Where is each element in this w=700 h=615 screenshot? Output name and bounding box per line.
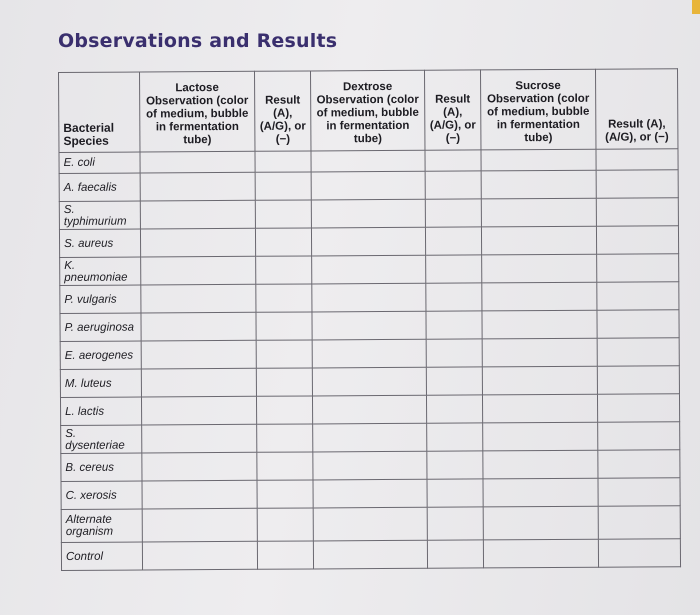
lactose-result-cell[interactable] <box>255 200 311 228</box>
dextrose-result-cell[interactable] <box>426 311 482 339</box>
table-row <box>61 478 680 510</box>
dextrose-observation-cell[interactable] <box>311 171 425 200</box>
table-row <box>60 282 679 314</box>
dextrose-observation-cell[interactable] <box>312 311 426 340</box>
sucrose-result-cell[interactable] <box>598 422 680 451</box>
sucrose-result-cell[interactable] <box>598 506 680 540</box>
species-label: P. aeruginosa <box>60 313 141 341</box>
dextrose-result-cell[interactable] <box>427 507 483 540</box>
dextrose-result-cell[interactable] <box>425 171 481 199</box>
sucrose-result-cell[interactable] <box>597 394 679 423</box>
sucrose-result-cell[interactable] <box>596 226 678 255</box>
sucrose-result-cell[interactable] <box>597 254 679 283</box>
dextrose-result-cell[interactable] <box>426 283 482 311</box>
sucrose-observation-cell[interactable] <box>483 506 598 540</box>
table-row <box>61 506 680 543</box>
lactose-observation-cell[interactable] <box>142 541 257 570</box>
table-row <box>59 170 678 202</box>
sucrose-result-cell[interactable] <box>598 478 680 507</box>
lactose-observation-cell[interactable] <box>141 396 256 425</box>
lactose-result-cell[interactable] <box>256 256 312 284</box>
table-row <box>60 254 679 286</box>
lactose-observation-cell[interactable] <box>141 368 256 397</box>
sucrose-result-cell[interactable] <box>596 170 678 199</box>
lactose-result-cell[interactable] <box>257 424 313 452</box>
sucrose-observation-cell[interactable] <box>481 170 596 199</box>
lactose-observation-cell[interactable] <box>140 228 255 257</box>
species-label: K. pneumoniae <box>60 257 141 285</box>
lactose-observation-cell[interactable] <box>142 480 257 509</box>
dextrose-result-cell[interactable] <box>425 199 481 227</box>
dextrose-result-cell[interactable] <box>426 395 482 423</box>
sucrose-observation-cell[interactable] <box>482 254 597 283</box>
dextrose-result-cell[interactable] <box>427 451 483 479</box>
dextrose-observation-cell[interactable] <box>311 150 425 172</box>
species-label: E. aerogenes <box>60 341 141 369</box>
species-label: L. lactis <box>60 397 141 425</box>
sucrose-result-cell[interactable] <box>596 198 678 227</box>
dextrose-observation-cell[interactable] <box>313 540 427 569</box>
sucrose-observation-cell[interactable] <box>481 149 596 171</box>
lactose-observation-cell[interactable] <box>141 340 256 369</box>
dextrose-observation-cell[interactable] <box>312 283 426 312</box>
sucrose-observation-cell[interactable] <box>483 539 598 568</box>
species-label: P. vulgaris <box>60 285 141 313</box>
lactose-result-cell[interactable] <box>255 172 311 200</box>
sucrose-result-cell[interactable] <box>597 282 679 311</box>
column-header-species: Bacterial Species <box>59 72 140 152</box>
lactose-result-cell[interactable] <box>255 151 311 172</box>
sucrose-observation-cell[interactable] <box>483 422 598 451</box>
lactose-observation-cell[interactable] <box>142 452 257 481</box>
table-row <box>59 198 678 230</box>
lactose-result-cell[interactable] <box>256 396 312 424</box>
species-label: Control <box>61 542 142 570</box>
sucrose-observation-cell[interactable] <box>482 310 597 339</box>
sucrose-result-cell[interactable] <box>598 539 680 568</box>
species-label: B. cereus <box>61 453 142 481</box>
dextrose-result-cell[interactable] <box>425 227 481 255</box>
sucrose-observation-cell[interactable] <box>482 282 597 311</box>
lactose-observation-cell[interactable] <box>140 172 255 201</box>
dextrose-observation-cell[interactable] <box>313 507 427 541</box>
dextrose-result-cell[interactable] <box>427 423 483 451</box>
table-row <box>61 539 680 571</box>
page-title: Observations and Results <box>58 30 338 52</box>
dextrose-result-cell[interactable] <box>426 339 482 367</box>
species-label: S. typhimurium <box>59 201 140 229</box>
dextrose-observation-cell[interactable] <box>312 339 426 368</box>
lactose-observation-cell[interactable] <box>141 312 256 341</box>
dextrose-observation-cell[interactable] <box>313 479 427 508</box>
table-row <box>60 310 679 342</box>
dextrose-result-cell[interactable] <box>427 479 483 507</box>
column-header-sucrose-observation: Sucrose Observation (color of medium, bubble in fermentation tube) <box>480 69 595 150</box>
table-row <box>60 338 679 370</box>
sucrose-result-cell[interactable] <box>597 366 679 395</box>
dextrose-result-cell[interactable] <box>425 150 481 171</box>
dextrose-observation-cell[interactable] <box>313 423 427 452</box>
lactose-result-cell[interactable] <box>257 541 313 569</box>
dextrose-observation-cell[interactable] <box>311 199 425 228</box>
lactose-observation-cell[interactable] <box>142 424 257 453</box>
header-row <box>59 69 678 153</box>
dextrose-result-cell[interactable] <box>426 255 482 283</box>
sucrose-observation-cell[interactable] <box>482 338 597 367</box>
species-label: Alternate organism <box>61 509 142 542</box>
lactose-observation-cell[interactable] <box>140 200 255 229</box>
table-row <box>59 226 678 258</box>
lactose-result-cell[interactable] <box>256 368 312 396</box>
sucrose-observation-cell[interactable] <box>483 450 598 479</box>
lactose-observation-cell[interactable] <box>141 256 256 285</box>
sucrose-result-cell[interactable] <box>596 149 678 171</box>
sucrose-result-cell[interactable] <box>597 338 679 367</box>
lactose-result-cell[interactable] <box>256 312 312 340</box>
sucrose-result-cell[interactable] <box>598 450 680 479</box>
sucrose-observation-cell[interactable] <box>483 478 598 507</box>
column-header-lactose-observation: Lactose Observation (color of medium, bubble in fermentation tube) <box>140 71 255 152</box>
sucrose-observation-cell[interactable] <box>482 394 597 423</box>
dextrose-observation-cell[interactable] <box>311 227 425 256</box>
lactose-observation-cell[interactable] <box>140 151 255 173</box>
lactose-result-cell[interactable] <box>255 228 311 256</box>
sucrose-result-cell[interactable] <box>597 310 679 339</box>
table-row <box>61 450 680 482</box>
dextrose-observation-cell[interactable] <box>312 255 426 284</box>
column-header-sucrose-result: Result (A), (A/G), or (−) <box>595 69 677 149</box>
lactose-result-cell[interactable] <box>256 340 312 368</box>
table-row <box>61 422 680 454</box>
table-row <box>60 366 679 398</box>
species-label: C. xerosis <box>61 481 142 509</box>
dextrose-result-cell[interactable] <box>427 540 483 568</box>
dextrose-observation-cell[interactable] <box>312 367 426 396</box>
column-header-dextrose-observation: Dextrose Observation (color of medium, bubble in fermentation tube) <box>310 70 424 151</box>
sucrose-observation-cell[interactable] <box>482 366 597 395</box>
column-header-dextrose-result: Result (A), (A/G), or (−) <box>424 70 480 150</box>
column-header-lactose-result: Result (A), (A/G), or (−) <box>254 71 310 151</box>
species-label: M. luteus <box>60 369 141 397</box>
observations-table <box>58 68 681 571</box>
lactose-observation-cell[interactable] <box>142 508 257 542</box>
species-label: A. faecalis <box>59 173 140 201</box>
dextrose-observation-cell[interactable] <box>312 395 426 424</box>
lactose-result-cell[interactable] <box>257 508 313 541</box>
dextrose-observation-cell[interactable] <box>313 451 427 480</box>
table-row <box>60 394 679 426</box>
edge-marker <box>692 0 700 14</box>
species-label: S. dysenteriae <box>61 425 142 453</box>
dextrose-result-cell[interactable] <box>426 367 482 395</box>
lactose-result-cell[interactable] <box>257 452 313 480</box>
lactose-result-cell[interactable] <box>256 284 312 312</box>
sucrose-observation-cell[interactable] <box>481 226 596 255</box>
sucrose-observation-cell[interactable] <box>481 198 596 227</box>
species-label: S. aureus <box>59 229 140 257</box>
species-label: E. coli <box>59 152 140 173</box>
lactose-result-cell[interactable] <box>257 480 313 508</box>
lactose-observation-cell[interactable] <box>141 284 256 313</box>
